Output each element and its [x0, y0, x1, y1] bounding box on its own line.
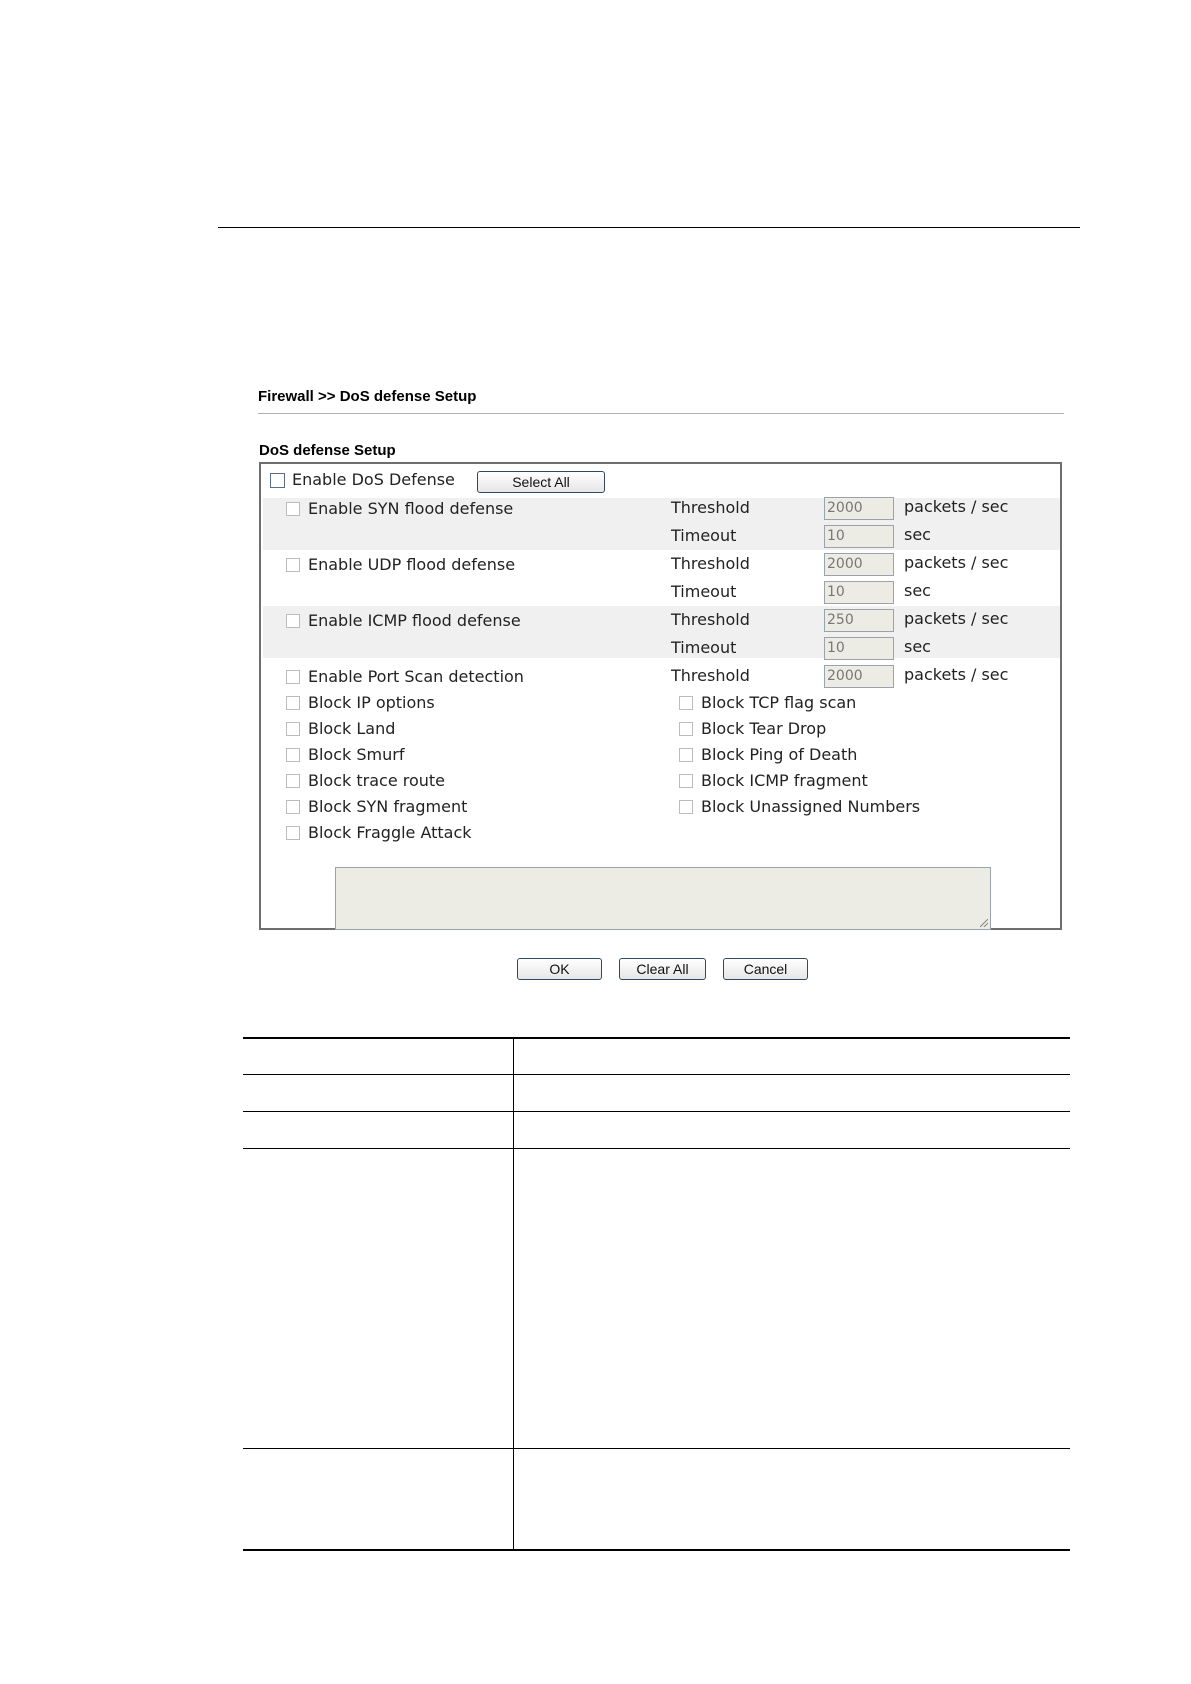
icmp-flood-label: Enable ICMP flood defense — [308, 611, 521, 630]
icmp-threshold-label: Threshold — [671, 610, 750, 629]
syn-flood-checkbox[interactable] — [286, 502, 300, 516]
dos-defense-panel — [259, 462, 1062, 930]
block-syn-fragment-checkbox[interactable] — [286, 800, 300, 814]
block-ip-options-checkbox[interactable] — [286, 696, 300, 710]
icmp-timeout-input[interactable]: 10 — [824, 637, 894, 660]
block-land-label: Block Land — [308, 719, 396, 738]
table-column-divider — [513, 1037, 514, 1551]
table-row-divider — [243, 1448, 1070, 1449]
udp-flood-checkbox[interactable] — [286, 558, 300, 572]
block-icmp-fragment-checkbox[interactable] — [679, 774, 693, 788]
icmp-threshold-unit: packets / sec — [904, 609, 1009, 628]
syn-flood-label: Enable SYN flood defense — [308, 499, 514, 518]
icmp-timeout-label: Timeout — [671, 638, 737, 657]
notes-textarea[interactable] — [335, 867, 991, 930]
block-ping-of-death-label: Block Ping of Death — [701, 745, 858, 764]
icmp-timeout-unit: sec — [904, 637, 931, 656]
port-scan-threshold-input[interactable]: 2000 — [824, 665, 894, 688]
udp-threshold-input[interactable]: 2000 — [824, 553, 894, 576]
udp-timeout-unit: sec — [904, 581, 931, 600]
block-icmp-fragment-label: Block ICMP fragment — [701, 771, 868, 790]
block-ping-of-death-checkbox[interactable] — [679, 748, 693, 762]
block-unassigned-numbers-checkbox[interactable] — [679, 800, 693, 814]
page-header-rule — [218, 227, 1080, 228]
block-fraggle-checkbox[interactable] — [286, 826, 300, 840]
udp-timeout-label: Timeout — [671, 582, 737, 601]
table-bottom-border — [243, 1549, 1070, 1551]
udp-timeout-input[interactable]: 10 — [824, 581, 894, 604]
syn-timeout-input[interactable]: 10 — [824, 525, 894, 548]
resize-grip-icon[interactable] — [980, 919, 988, 927]
block-syn-fragment-label: Block SYN fragment — [308, 797, 468, 816]
cancel-button[interactable]: Cancel — [723, 958, 808, 980]
port-scan-threshold-unit: packets / sec — [904, 665, 1009, 684]
block-smurf-checkbox[interactable] — [286, 748, 300, 762]
syn-threshold-unit: packets / sec — [904, 497, 1009, 516]
breadcrumb: Firewall >> DoS defense Setup — [258, 388, 477, 405]
block-land-checkbox[interactable] — [286, 722, 300, 736]
syn-timeout-label: Timeout — [671, 526, 737, 545]
icmp-flood-checkbox[interactable] — [286, 614, 300, 628]
table-row-divider — [243, 1148, 1070, 1149]
enable-dos-label: Enable DoS Defense — [292, 470, 455, 489]
block-tear-drop-checkbox[interactable] — [679, 722, 693, 736]
block-ip-options-label: Block IP options — [308, 693, 435, 712]
icmp-threshold-input[interactable]: 250 — [824, 609, 894, 632]
table-row-divider — [243, 1111, 1070, 1112]
block-tcp-flag-scan-label: Block TCP flag scan — [701, 693, 857, 712]
syn-threshold-input[interactable]: 2000 — [824, 497, 894, 520]
udp-flood-label: Enable UDP flood defense — [308, 555, 516, 574]
block-fraggle-label: Block Fraggle Attack — [308, 823, 472, 842]
udp-threshold-unit: packets / sec — [904, 553, 1009, 572]
select-all-button[interactable]: Select All — [477, 471, 605, 493]
block-unassigned-numbers-label: Block Unassigned Numbers — [701, 797, 921, 816]
port-scan-label: Enable Port Scan detection — [308, 667, 524, 686]
block-trace-route-label: Block trace route — [308, 771, 446, 790]
clear-all-button[interactable]: Clear All — [619, 958, 706, 980]
udp-threshold-label: Threshold — [671, 554, 750, 573]
enable-dos-checkbox[interactable] — [270, 473, 285, 488]
port-scan-threshold-label: Threshold — [671, 666, 750, 685]
section-title: DoS defense Setup — [259, 442, 396, 459]
block-trace-route-checkbox[interactable] — [286, 774, 300, 788]
syn-threshold-label: Threshold — [671, 498, 750, 517]
block-tcp-flag-scan-checkbox[interactable] — [679, 696, 693, 710]
breadcrumb-divider — [258, 413, 1064, 414]
syn-timeout-unit: sec — [904, 525, 931, 544]
table-top-border — [243, 1037, 1070, 1039]
table-row-divider — [243, 1074, 1070, 1075]
block-tear-drop-label: Block Tear Drop — [701, 719, 827, 738]
block-smurf-label: Block Smurf — [308, 745, 405, 764]
port-scan-checkbox[interactable] — [286, 670, 300, 684]
ok-button[interactable]: OK — [517, 958, 602, 980]
